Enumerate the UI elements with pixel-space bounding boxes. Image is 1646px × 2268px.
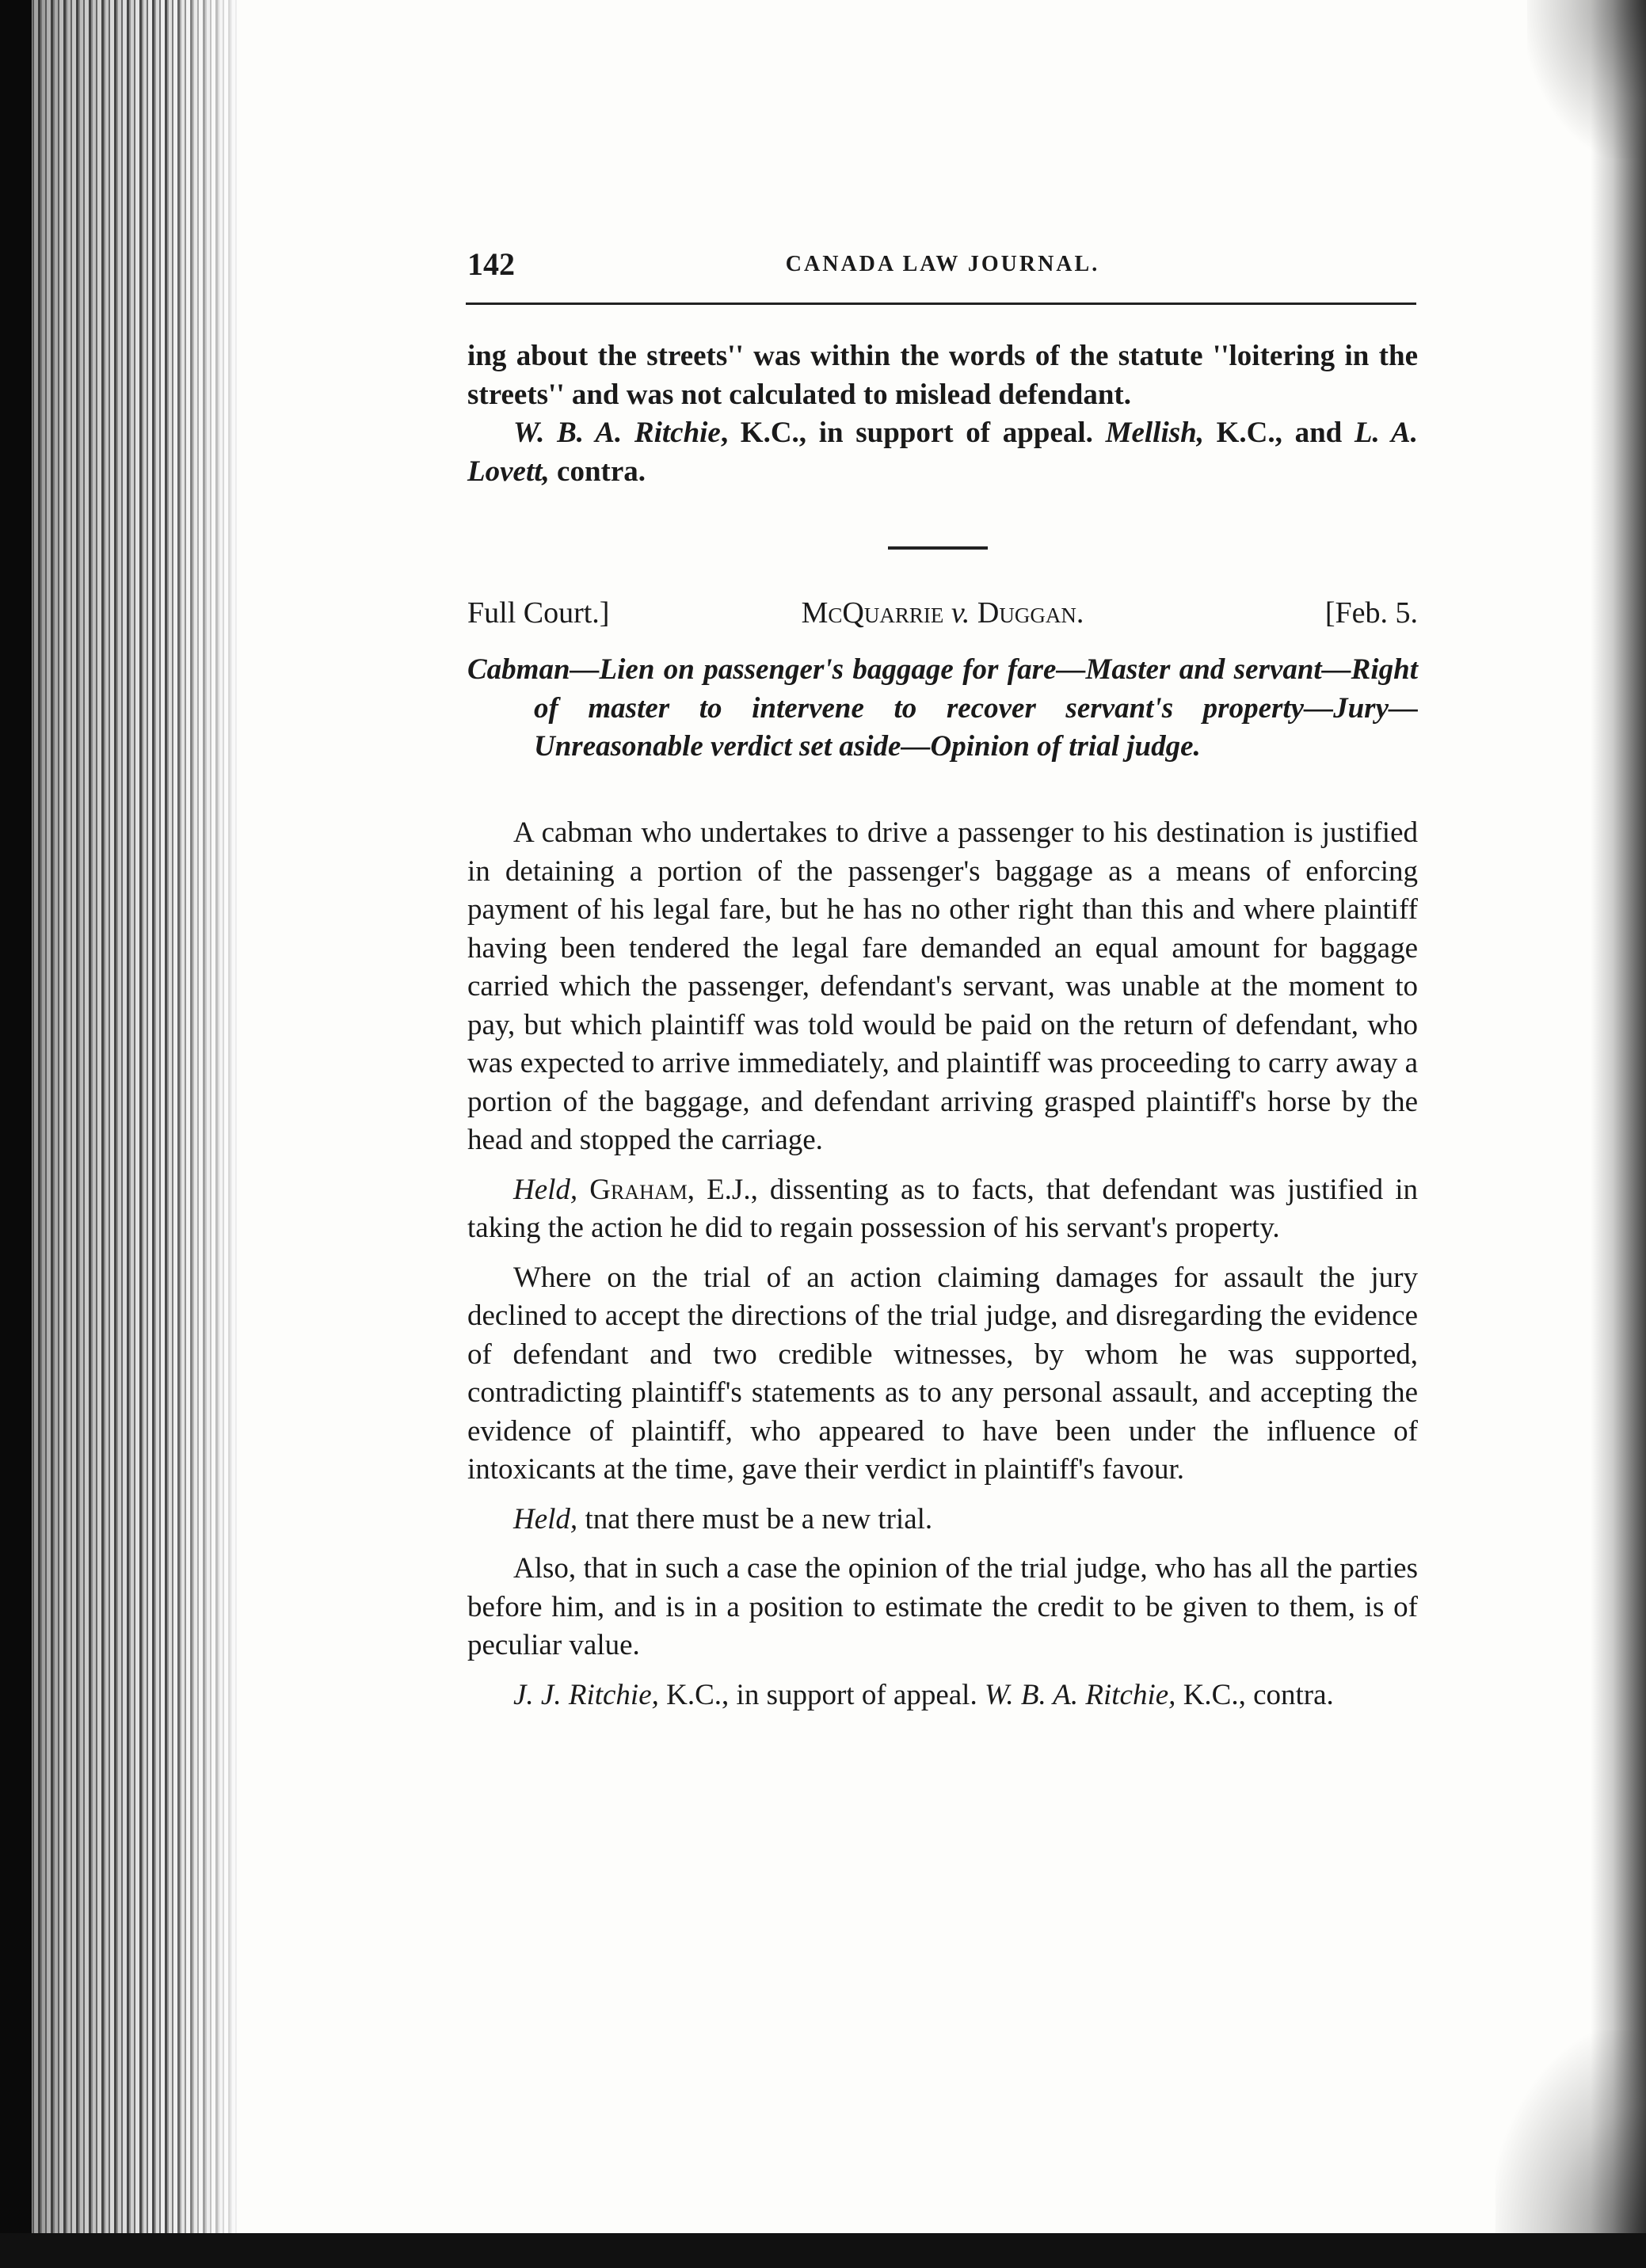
party-defendant: Duggan.: [977, 596, 1084, 630]
headnote: Cabman—Lien on passenger's baggage for fare—Master and servant—Right of master to intervene to recover servant's property—Jury—Unreasonable verdict set aside—Opinion of trial judge.: [467, 653, 1418, 763]
counsel-text: K.C., in support of appeal.: [658, 1678, 985, 1711]
judge-name: Graham,: [589, 1173, 695, 1206]
versus: v.: [943, 596, 977, 630]
running-header: [467, 245, 1418, 293]
body-paragraph: A cabman who undertakes to drive a passenger to his destination is justified in detaining a portion of the passenger's baggage as a means of enforcing payment of his legal fare, but he has no other right than this and where plaintiff having been tendered the legal fare demanded an equal amount for baggage carried which the passenger, defendant's servant, was unable at the moment to pay, but which plaintiff was told would be paid on the return of defendant, who was expected to arrive immediately, and plaintiff was proceeding to carry away a portion of the baggage, and defendant arriving grasped plaintiff's horse by the head and stopped the carriage.: [467, 816, 1418, 1156]
section-separator: [888, 546, 988, 550]
body-paragraph: [467, 1171, 1418, 1248]
party-plaintiff: McQuarrie: [801, 596, 944, 630]
held-label: Held,: [513, 1502, 578, 1535]
case-date: [Feb. 5.: [1324, 596, 1418, 630]
counsel-paragraph: [467, 1676, 1418, 1715]
case-caption: [467, 596, 1418, 635]
scan-border-right: [1591, 0, 1646, 2268]
case-body: [467, 814, 1418, 1726]
header-rule: [466, 303, 1416, 305]
continuation-paragraph: ing about the streets'' was within the words of the statute ''loitering in the streets'' and was not calculated to mislead defendant.: [467, 340, 1418, 411]
scan-border-left: [0, 0, 32, 2268]
counsel-text: K.C., and: [1203, 417, 1355, 449]
body-paragraph: Where on the trial of an action claiming damages for assault the jury declined to accept the directions of the trial judge, and disregarding the evidence of defendant and two credible witnesses, by whom he was supported, contradicting plaintiff's statements as to any personal assault, and accepting the evidence of plaintiff, who appeared to have been under the influence of intoxicants at the time, gave their verdict in plaintiff's favour.: [467, 1261, 1418, 1486]
body-paragraph: [467, 1501, 1418, 1539]
counsel-text: contra.: [549, 455, 646, 488]
held-label: Held,: [513, 1173, 578, 1206]
counsel-paragraph: [467, 414, 1418, 491]
running-title: CANADA LAW JOURNAL.: [785, 252, 1100, 276]
counsel-text: K.C., contra.: [1175, 1678, 1334, 1711]
held-text: tnat there must be a new trial.: [577, 1502, 933, 1535]
body-paragraph: Also, that in such a case the opinion of the trial judge, who has all the parties before him, and is in a position to estimate the credit to be given to them, is of peculiar value.: [467, 1552, 1418, 1661]
court-name: Full Court.]: [467, 596, 610, 630]
counsel-name: Mellish,: [1105, 417, 1204, 449]
scan-shadow-bottom-right: [1495, 2030, 1646, 2236]
scan-border-bottom: [0, 2233, 1646, 2268]
counsel-name: W. B. A. Ritchie,: [984, 1678, 1176, 1711]
binding-edge: [0, 0, 238, 2268]
page-number: 142: [467, 246, 515, 282]
counsel-text: , K.C., in support of appeal.: [720, 417, 1106, 449]
held-text: E.J., dissenting as to facts, that defendant was justified in taking the action he did to regain possession of his servant's property.: [467, 1173, 1418, 1244]
continuation-text: [467, 337, 1418, 491]
counsel-name: J. J. Ritchie,: [513, 1678, 659, 1711]
scan-shadow-top-right: [1527, 0, 1646, 158]
counsel-name: L. A. Lovett,: [467, 417, 1418, 488]
case-parties: [467, 596, 1418, 630]
counsel-name: W. B. A. Ritchie: [513, 417, 721, 449]
